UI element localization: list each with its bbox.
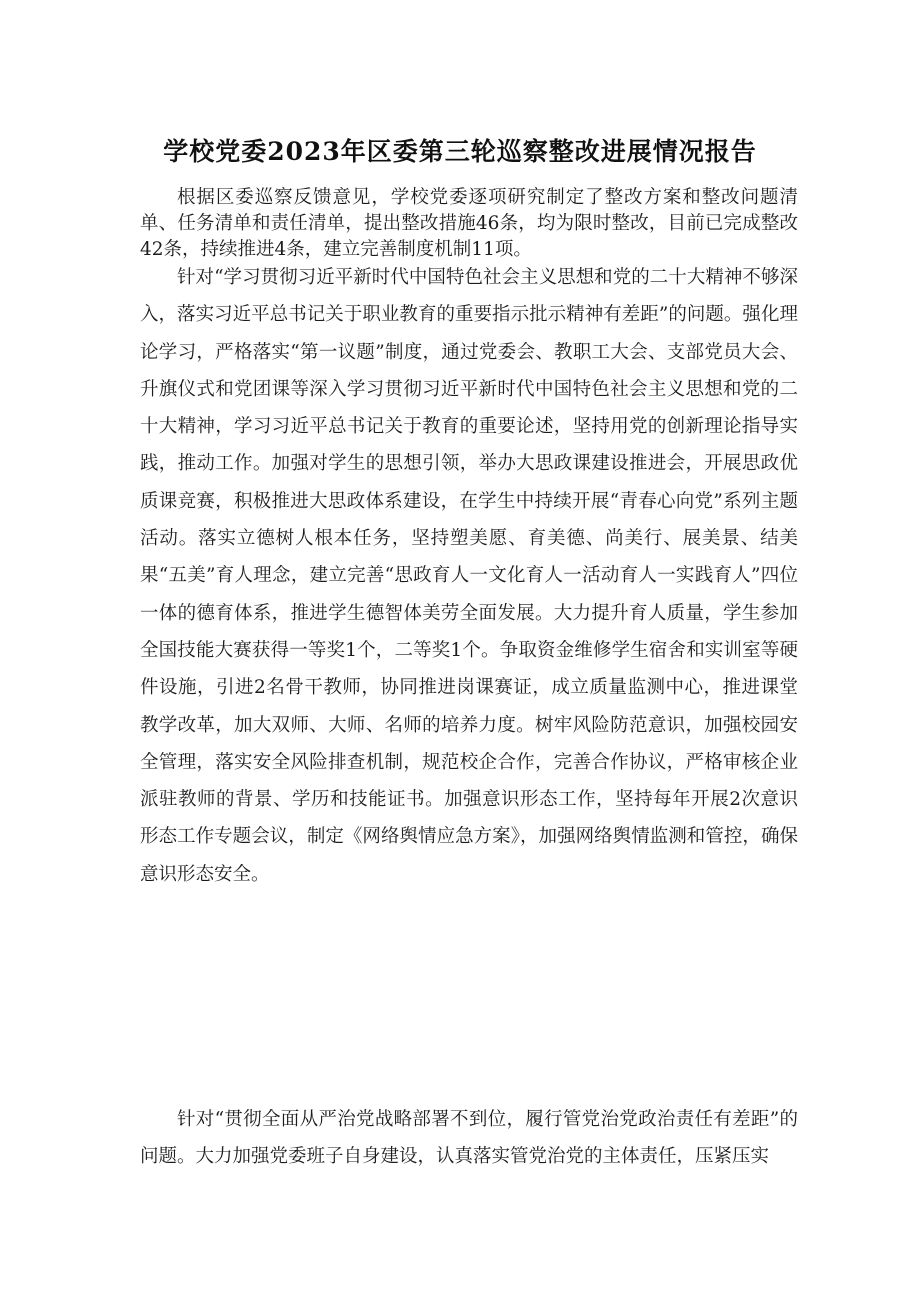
paragraph-party-governance: 针对“贯彻全面从严治党战略部署不到位，履行管党治党政治责任有差距”的问题。大力加强党委班子自身建设，认真落实管党治党的主体责任，压紧压实 xyxy=(140,1109,798,1168)
paragraph-theory-study: 针对“学习贯彻习近平新时代中国特色社会主义思想和党的二十大精神不够深入，落实习近平总书记关于职业教育的重要指示批示精神有差距”的问题。强化理论学习，严格落实“第一议题”制度，通过党委会、教职工大会、支部党员大会、升旗仪式和党团课等深入学习贯彻习近平新时代中国特色社会主义思想和党的二十大精神，学习习近平总书记关于教育的重要论述，坚持用党的创新理论指导实践，推动工作。加强对学生的思想引领，举办大思政课建设推进会，开展思政优质课竞赛，积极推进大思政体系建设，在学生中持续开展“青春心向党”系列主题活动。落实立德树人根本任务，坚持塑美愿、育美德、尚美行、展美景、结美果“五美”育人理念，建立完善“思政育人一文化育人一活动育人一实践育人”四位一体的德育体系，推进学生德智体美劳全面发展。大力提升育人质量，学生参加全国技能大赛获得一等奖1个，二等奖1个。争取资金维修学生宿舍和实训室等硬件设施，引进2名骨干教师，协同推进岗课赛证，成立质量监测中心，推进课堂教学改革，加大双师、大师、名师的培养力度。树牢风险防范意识，加强校园安全管理，落实安全风险排查机制，规范校企合作，完善合作协议，严格审核企业派驻教师的背景、学历和技能证书。加强意识形态工作，坚持每年开展2次意识形态工作专题会议，制定《网络舆情应急方案》，加强网络舆情监测和管控，确保意识形态安全。 xyxy=(140,267,798,885)
document-title: 学校党委2023年区委第三轮巡察整改进展情况报告 xyxy=(163,137,757,166)
paragraph-summary: 根据区委巡察反馈意见，学校党委逐项研究制定了整改方案和整改问题清单、任务清单和责任清单，提出整改措施46条，均为限时整改，目前已完成整改42条，持续推进4条，建立完善制度机制11项。 xyxy=(140,187,798,260)
